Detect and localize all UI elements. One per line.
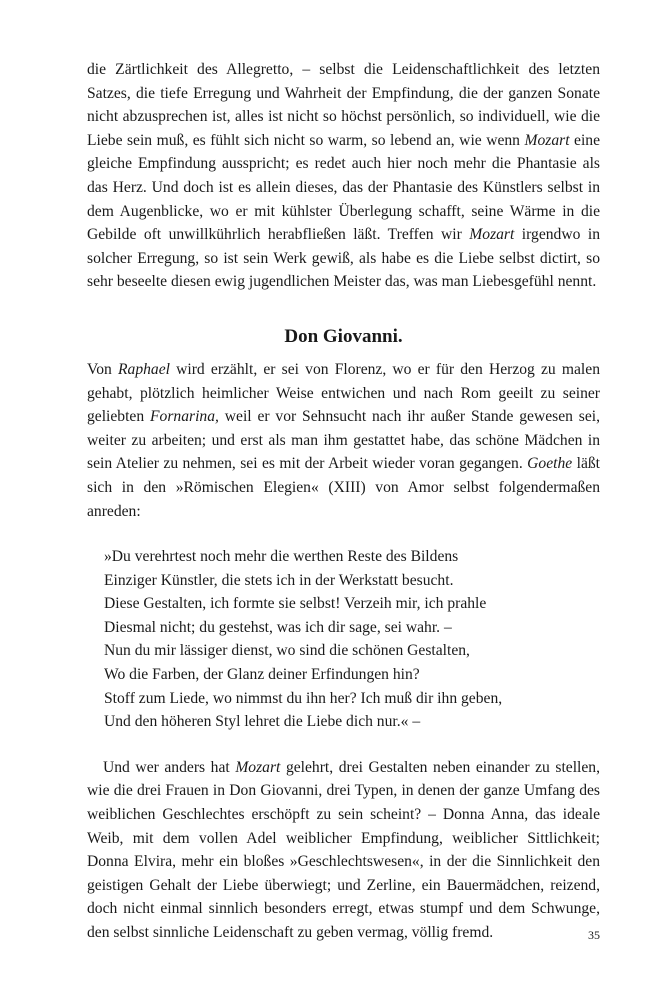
paragraph-raphael <box>87 358 600 523</box>
paragraph-three-women <box>87 756 600 945</box>
book-page <box>87 58 600 945</box>
page-number: 35 <box>588 928 600 942</box>
text-run: läßt sich in den »Römischen Elegien« (XIII) von Amor selbst folgendermaßen anreden: <box>87 455 600 520</box>
poem-line: Diesmal nicht; du gestehst, was ich dir sage, sei wahr. – <box>104 618 452 636</box>
italic-name: Mozart <box>524 131 570 149</box>
poem-line: »Du verehrtest noch mehr die werthen Reste des Bildens <box>104 548 459 566</box>
text-run: wird erzählt, er sei von Florenz, wo er für den Herzog zu malen gehabt, plötzlich heimlicher Weise entwichen und nach Rom geeilt zu seiner geliebten <box>87 360 600 426</box>
poem-line: Und den höheren Styl lehret die Liebe dich nur.« – <box>104 713 421 731</box>
text-run: eine gleiche Empfindung ausspricht; es redet auch hier noch mehr die Phantasie als das Herz. Und doch ist es allein dieses, das der Phantasie des Künstlers selbst in dem Augenblicke, wo er mit kühlster Überlegung schafft, seine Wärme in die Gebilde oft unwillkührlich herabfließen läßt. Treffen wir <box>87 131 600 244</box>
italic-name: Goethe <box>527 455 573 473</box>
italic-name: Fornarina, <box>150 408 219 426</box>
text-run: weil er vor Sehnsucht nach ihr außer Stande gewesen sei, weiter zu arbeiten; und erst als man ihm gestattet habe, das schöne Mädchen in sein Atelier zu nehmen, sei es mit der Arbeit wieder voran gegangen. <box>87 408 600 473</box>
text-run: die Zärtlichkeit des Allegretto, – selbst die Leidenschaftlichkeit des letzten Satzes, die tiefe Erregung und Wahrheit der Empfindung, die der ganzen Sonate nicht abzusprechen ist, alles ist nicht so höchst persönlich, so individuell, wie die Liebe sein muß, es fühlt sich nicht so warm, so lebend an, wie wenn <box>87 61 600 149</box>
italic-name: Raphael <box>118 360 170 378</box>
poem-line: Wo die Farben, der Glanz deiner Erfindungen hin? <box>104 666 420 684</box>
text-run: Und wer anders hat <box>103 758 236 776</box>
poem-line: Einziger Künstler, die stets ich in der Werkstatt besucht. <box>104 571 454 589</box>
italic-name: Mozart <box>469 226 515 244</box>
text-run: irgendwo in solcher Erregung, so ist sein Werk gewiß, als habe es die Liebe selbst dictirt, so sehr beseelte diesen ewig jugendlichen Meister das, was man Liebesgefühl nennt. <box>87 226 600 291</box>
section-heading: Don Giovanni. <box>284 325 403 347</box>
paragraph-allegretto <box>87 58 600 294</box>
poem-line: Nun du mir lässiger dienst, wo sind die schönen Gestalten, <box>104 642 470 660</box>
text-run: gelehrt, drei Gestalten neben einander zu stellen, wie die drei Frauen in Don Giovanni, drei Typen, in denen der ganze Umfang des weiblichen Geschlechtes erschöpft zu sein scheint? – Donna Anna, das ideale Weib, mit dem vollen Adel weiblicher Empfindung, weiblicher Sittlichkeit; Donna Elvira, mehr ein bloßes »Geschlechtswesen«, in der die Sinnlichkeit den geistigen Gehalt der Liebe überwiegt; und Zerline, ein Bauermädchen, reizend, doch nicht einmal sinnlich besonders erregt, etwas stumpf und dem Schwunge, den selbst sinnliche Leidenschaft zu geben vermag, völlig fremd. <box>87 758 600 941</box>
text-run: Von <box>87 360 119 378</box>
poem-line: Diese Gestalten, ich formte sie selbst! Verzeih mir, ich prahle <box>104 595 487 613</box>
italic-name: Mozart <box>235 758 281 776</box>
poem-line: Stoff zum Liede, wo nimmst du ihn her? Ich muß dir ihn geben, <box>104 689 503 707</box>
poem-quote <box>104 545 600 734</box>
